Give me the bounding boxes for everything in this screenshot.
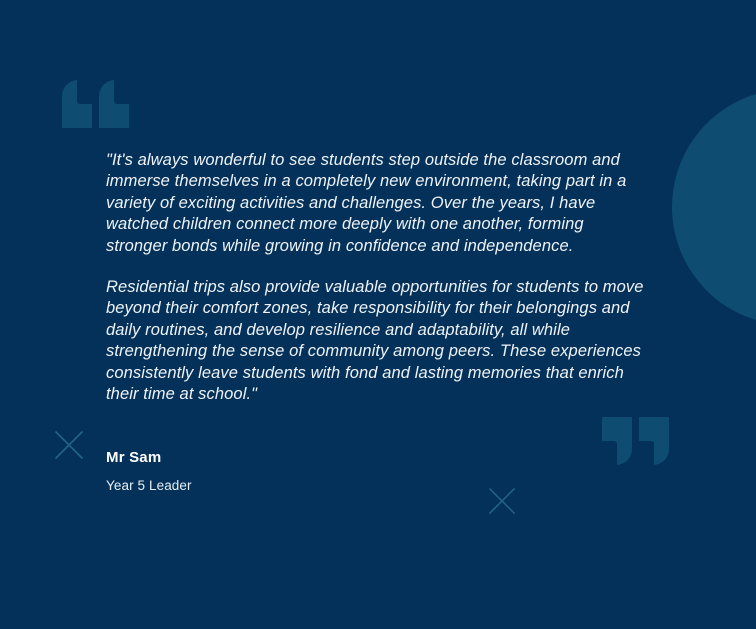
sparkle-icon bbox=[54, 430, 84, 460]
decorative-circle bbox=[672, 89, 756, 325]
sparkle-icon bbox=[488, 487, 516, 515]
author-name: Mr Sam bbox=[106, 449, 162, 466]
quote-close-glyph-left bbox=[602, 417, 632, 465]
quote-close-glyph-right bbox=[639, 417, 669, 465]
attribution bbox=[106, 449, 192, 493]
testimonial-paragraph: Residential trips also provide valuable opportunities for students to move beyond their comfort zones, take responsibility for their belongings and daily routines, and develop resilience and adaptability, all while strengthening the sense of community among peers. These experiences consistently leave students with fond and lasting memories that enrich their time at school." bbox=[106, 278, 644, 404]
author-role: Year 5 Leader bbox=[106, 478, 192, 493]
quote-open-glyph-right bbox=[99, 80, 129, 128]
quote-open-icon bbox=[62, 80, 129, 128]
quote-close-icon bbox=[602, 417, 669, 465]
quote-open-glyph-left bbox=[62, 80, 92, 128]
testimonial-paragraph: "It's always wonderful to see students step outside the classroom and immerse themselves in a completely new environment, taking part in a variety of exciting activities and challenges. Over the years, I have watched children connect more deeply with one another, forming stronger bonds while growing in confidence and independence. bbox=[106, 151, 627, 255]
testimonial-text bbox=[106, 150, 644, 405]
